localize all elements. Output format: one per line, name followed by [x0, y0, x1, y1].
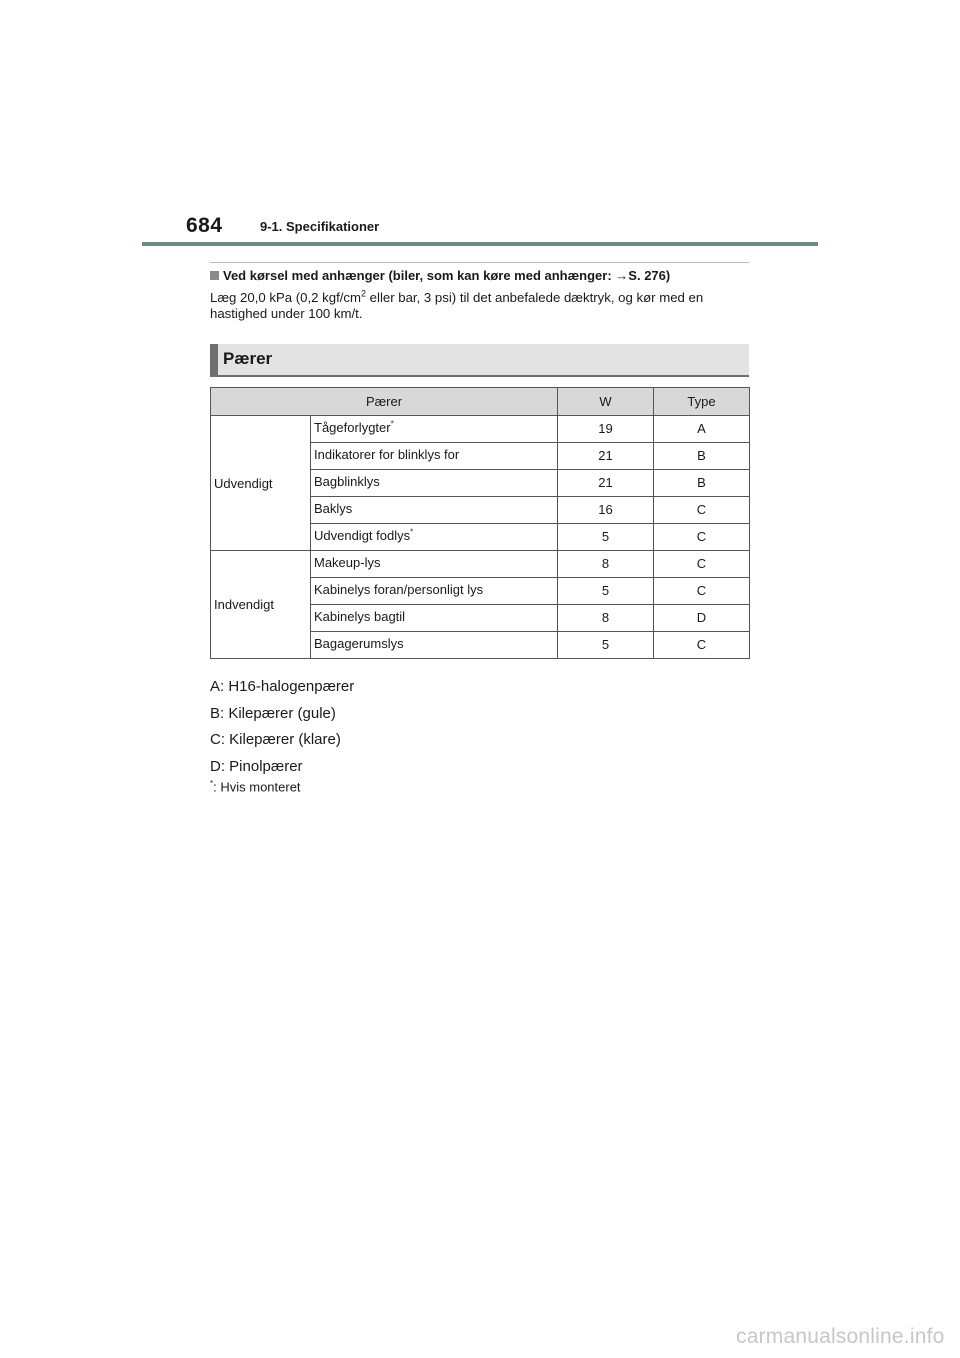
- bulb-name: [311, 470, 558, 497]
- table-row: [211, 551, 750, 578]
- legend-item: A: H16-halogenpærer: [210, 678, 355, 695]
- bulb-name: [311, 443, 558, 470]
- towing-body-text: [210, 290, 755, 322]
- legend-item: C: Kilepærer (klare): [210, 731, 341, 748]
- bulb-type: C: [654, 497, 750, 524]
- bulb-type: C: [654, 524, 750, 551]
- bulb-name: [311, 578, 558, 605]
- bulb-type: C: [654, 632, 750, 659]
- bulb-name: [311, 551, 558, 578]
- bulb-watt: 8: [558, 605, 654, 632]
- arrow-icon: →: [615, 268, 629, 283]
- bulb-name: [311, 524, 558, 551]
- legend-item: B: Kilepærer (gule): [210, 704, 336, 722]
- footnote-mark: *: [410, 527, 414, 537]
- bulb-name: [311, 416, 558, 443]
- bulb-watt: 5: [558, 632, 654, 659]
- bulb-name: [311, 605, 558, 632]
- bulb-watt: 21: [558, 470, 654, 497]
- towing-text-part1: Læg 20,0 kPa (0,2 kgf/cm: [210, 290, 361, 305]
- bulb-label: Bagagerumslys: [314, 636, 404, 651]
- table-header-row: [211, 388, 750, 416]
- bulb-label: Bagblinklys: [314, 474, 380, 489]
- towing-page-ref[interactable]: S. 276): [628, 268, 671, 283]
- subsection-divider: [210, 262, 749, 263]
- bulbs-section-banner: [210, 344, 749, 377]
- page-number: 684: [186, 214, 223, 237]
- bulb-type: C: [654, 578, 750, 605]
- towing-heading: [210, 268, 770, 283]
- group-interior: Indvendigt: [211, 551, 311, 659]
- bulb-type: B: [654, 470, 750, 497]
- header-type: Type: [654, 388, 750, 416]
- superscript-two: 2: [361, 288, 367, 299]
- bulb-type: C: [654, 551, 750, 578]
- bulb-watt: 8: [558, 551, 654, 578]
- section-title: 9-1. Specifikationer: [260, 219, 380, 234]
- square-bullet-icon: [210, 271, 219, 280]
- bulb-type: A: [654, 416, 750, 443]
- bulb-label: Tågeforlygter: [314, 420, 391, 435]
- bulb-watt: 5: [558, 578, 654, 605]
- bulb-type: B: [654, 443, 750, 470]
- bulb-type: D: [654, 605, 750, 632]
- footnote-text: : Hvis monteret: [213, 779, 301, 795]
- bulb-label: Kabinelys bagtil: [314, 609, 406, 624]
- bulb-label: Udvendigt fodlys: [314, 528, 411, 543]
- bulb-name: [311, 497, 558, 524]
- towing-heading-text: Ved kørsel med anhænger (biler, som kan køre med anhænger:: [223, 268, 616, 283]
- bulb-label: Makeup-lys: [314, 555, 381, 570]
- site-watermark: carmanualsonline.info: [736, 1325, 945, 1348]
- bulb-type-legend: [210, 674, 354, 780]
- bulbs-section-title: Pærer: [223, 349, 273, 368]
- bulb-name: [311, 632, 558, 659]
- footnote-mark: *: [390, 419, 394, 429]
- towing-text-part2: eller bar, 3 psi) til det anbefalede dæktryk, og kør med en hastighed under 100 km/t.: [210, 290, 704, 321]
- group-exterior: Udvendigt: [211, 416, 311, 551]
- bulb-watt: 21: [558, 443, 654, 470]
- header-divider: [142, 242, 818, 246]
- footnote-asterisk: *: [210, 779, 214, 788]
- bulb-label: Indikatorer for blinklys for: [314, 447, 460, 462]
- bulb-watt: 19: [558, 416, 654, 443]
- header-watt: W: [558, 388, 654, 416]
- bulb-label: Baklys: [314, 501, 353, 516]
- bulb-watt: 5: [558, 524, 654, 551]
- footnote: [210, 779, 301, 794]
- banner-accent-bar: [210, 344, 218, 377]
- bulb-label: Kabinelys foran/personligt lys: [314, 582, 484, 597]
- bulbs-table: [210, 387, 750, 659]
- bulb-watt: 16: [558, 497, 654, 524]
- table-row: [211, 416, 750, 443]
- legend-item: D: Pinolpærer: [210, 757, 303, 775]
- header-bulbs: Pærer: [211, 388, 558, 416]
